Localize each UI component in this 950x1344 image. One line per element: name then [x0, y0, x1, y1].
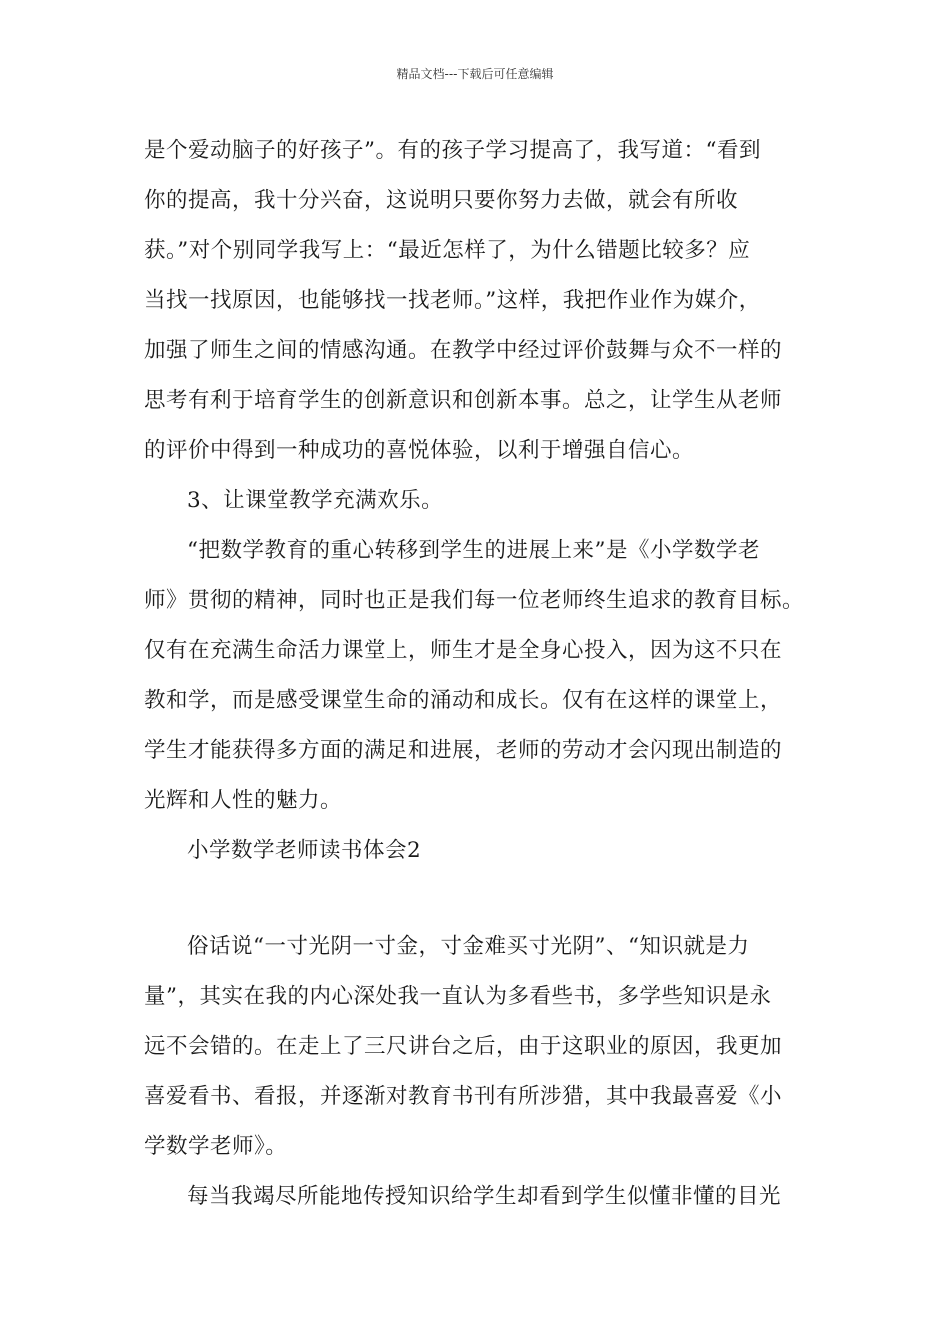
body-line: 师》贯彻的精神，同时也正是我们每一位老师终生追求的教育目标。 [144, 588, 805, 613]
section-title: 小学数学老师读书体会2 [187, 838, 422, 863]
body-line: 学生才能获得多方面的满足和进展，老师的劳动才会闪现出制造的 [144, 738, 783, 763]
paragraph-first-line: 每当我竭尽所能地传授知识给学生却看到学生似懂非懂的目光 [187, 1184, 782, 1209]
body-line: 学数学老师》。 [144, 1134, 288, 1159]
body-line: 你的提高，我十分兴奋，这说明只要你努力去做，就会有所收 [144, 188, 739, 213]
body-line: 远不会错的。在走上了三尺讲台之后，由于这职业的原因，我更加 [144, 1034, 783, 1059]
body-line: 获。”对个别同学我写上：“最近怎样了，为什么错题比较多？应 [144, 238, 751, 263]
paragraph-first-line: “把数学教育的重心转移到学生的进展上来”是《小学数学老 [187, 538, 760, 563]
body-line: 是个爱动脑子的好孩子”。有的孩子学习提高了，我写道：“看到 [144, 138, 761, 163]
paragraph-first-line: 俗话说“一寸光阴一寸金，寸金难买寸光阴”、“知识就是力 [187, 934, 750, 959]
body-line: 量”，其实在我的内心深处我一直认为多看些书，多学些知识是永 [144, 984, 772, 1009]
body-line: 的评价中得到一种成功的喜悦体验，以利于增强自信心。 [144, 438, 695, 463]
body-line: 光辉和人性的魅力。 [144, 788, 343, 813]
body-line: 当找一找原因，也能够找一找老师。”这样，我把作业作为媒介， [144, 288, 761, 313]
body-line: 教和学，而是感受课堂生命的涌动和成长。仅有在这样的课堂上， [144, 688, 783, 713]
body-line: 思考有利于培育学生的创新意识和创新本事。总之，让学生从老师 [144, 388, 783, 413]
body-line: 加强了师生之间的情感沟通。在教学中经过评价鼓舞与众不一样的 [144, 338, 783, 363]
list-item-heading: 3、让课堂教学充满欢乐。 [187, 488, 444, 513]
page-header: 精品文档---下载后可任意编辑 [396, 67, 554, 81]
body-line: 仅有在充满生命活力课堂上，师生才是全身心投入，因为这不只在 [144, 638, 783, 663]
body-line: 喜爱看书、看报，并逐渐对教育书刊有所涉猎，其中我最喜爱《小 [144, 1084, 783, 1109]
